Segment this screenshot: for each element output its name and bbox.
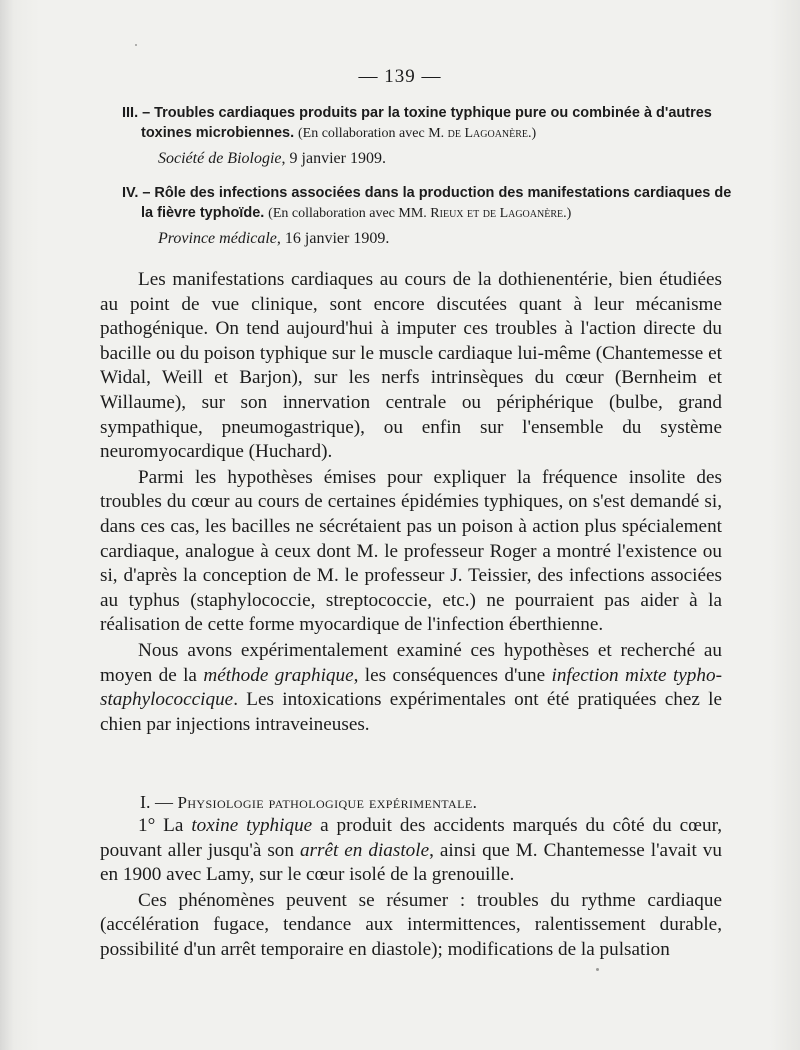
bibliography-entry-iii — [122, 103, 732, 168]
paragraph-5: Ces phénomènes peuvent se résumer : troubles du rythme cardiaque (accélération fugace, tendance aux intermittences, ralentissement durable, possibilité d'un arrêt temporaire en diastole); modifications de la pulsation — [100, 889, 722, 960]
entry-heading: Troubles cardiaques produits par la toxine typhique pure ou combinée à d'autres toxines microbiennes. — [141, 105, 712, 141]
collaboration-note: (En collaboration avec MM. Rieux et de Lagoanère.) — [268, 206, 572, 221]
journal-name: Province médicale — [158, 230, 277, 247]
section-title: Physiologie pathologique expérimentale. — [177, 793, 478, 812]
bibliography-entry-iv — [122, 183, 732, 248]
entry-number: III. – — [122, 105, 151, 121]
entry-title — [122, 103, 732, 143]
paragraph-4: 1° La toxine typhique a produit des accidents marqués du côté du cœur, pouvant aller jusqu'à son arrêt en diastole, ainsi que M. Chantemesse l'avait vu en 1900 avec Lamy, sur le cœur isolé de la grenouille. — [100, 815, 723, 886]
emphasis: infection mixte typho-staphylococcique — [100, 664, 722, 711]
page-number: — 139 — — [358, 66, 442, 87]
entry-source — [122, 230, 732, 248]
publication-date: , 9 janvier 1909. — [281, 150, 386, 167]
entry-title — [122, 183, 732, 223]
publication-date: , 16 janvier 1909. — [276, 230, 390, 247]
emphasis: méthode graphique — [203, 664, 354, 686]
emphasis: arrêt en diastole — [299, 839, 430, 861]
emphasis: toxine typhique — [191, 815, 313, 836]
collaboration-note: (En collaboration avec M. de Lagoanère.) — [297, 126, 537, 141]
collaborator-names: Rieux et de Lagoanère — [430, 206, 564, 221]
journal-name: Société de Biologie — [158, 150, 282, 167]
paragraph-3: Nous avons expérimentalement examiné ces hypothèses et recherché au moyen de la méthode graphique, les conséquences d'une infection mixte typho-staphylococcique. Les intoxications expérimentales ont été pratiquées chez le chien par injections intraveineuses. — [100, 639, 722, 735]
section-heading — [140, 792, 740, 813]
scan-speck — [135, 44, 137, 46]
entry-source — [122, 150, 732, 168]
body-text-upper — [100, 268, 722, 737]
paragraph-2: Parmi les hypothèses émises pour expliquer la fréquence insolite des troubles du cœur au cours de certaines épidémies typhiques, on s'est demandé si, dans ces cas, les bacilles ne sécrétaient pas un poison à action plus spécialement cardiaque, analogue à ceux dont M. le professeur Roger a montré l'existence ou si, d'après la conception de M. le professeur J. Teissier, des infections associées au typhus (staphylococcie, streptococcie, etc.) ne pourraient pas aider à la réalisation de cette forme myocardique de l'infection éberthienne. — [100, 466, 722, 636]
section-number: I. — — [140, 792, 173, 812]
entry-number: IV. – — [122, 185, 151, 201]
scan-speck — [596, 968, 599, 971]
collaborator-names: de Lagoanère — [447, 126, 529, 141]
paragraph-1: Les manifestations cardiaques au cours de la dothienentérie, bien étudiées au point de vue clinique, sont encore discutées quant à leur mécanisme pathogénique. On tend aujourd'hui à imputer ces troubles à l'action directe du bacille ou du poison typhique sur le muscle cardiaque lui-même (Chantemesse et Widal, Weill et Barjon), sur les nerfs intrinsèques du cœur (Bernheim et Willaume), sur son innervation centrale ou périphérique (bulbe, grand sympathique, pneumogastrique), ou enfin sur l'ensemble du système neuromyocardique (Huchard). — [100, 269, 722, 463]
entry-heading: Rôle des infections associées dans la production des manifestations cardiaques de la fièvre typhoïde. — [141, 185, 732, 221]
body-text-lower — [100, 814, 722, 963]
